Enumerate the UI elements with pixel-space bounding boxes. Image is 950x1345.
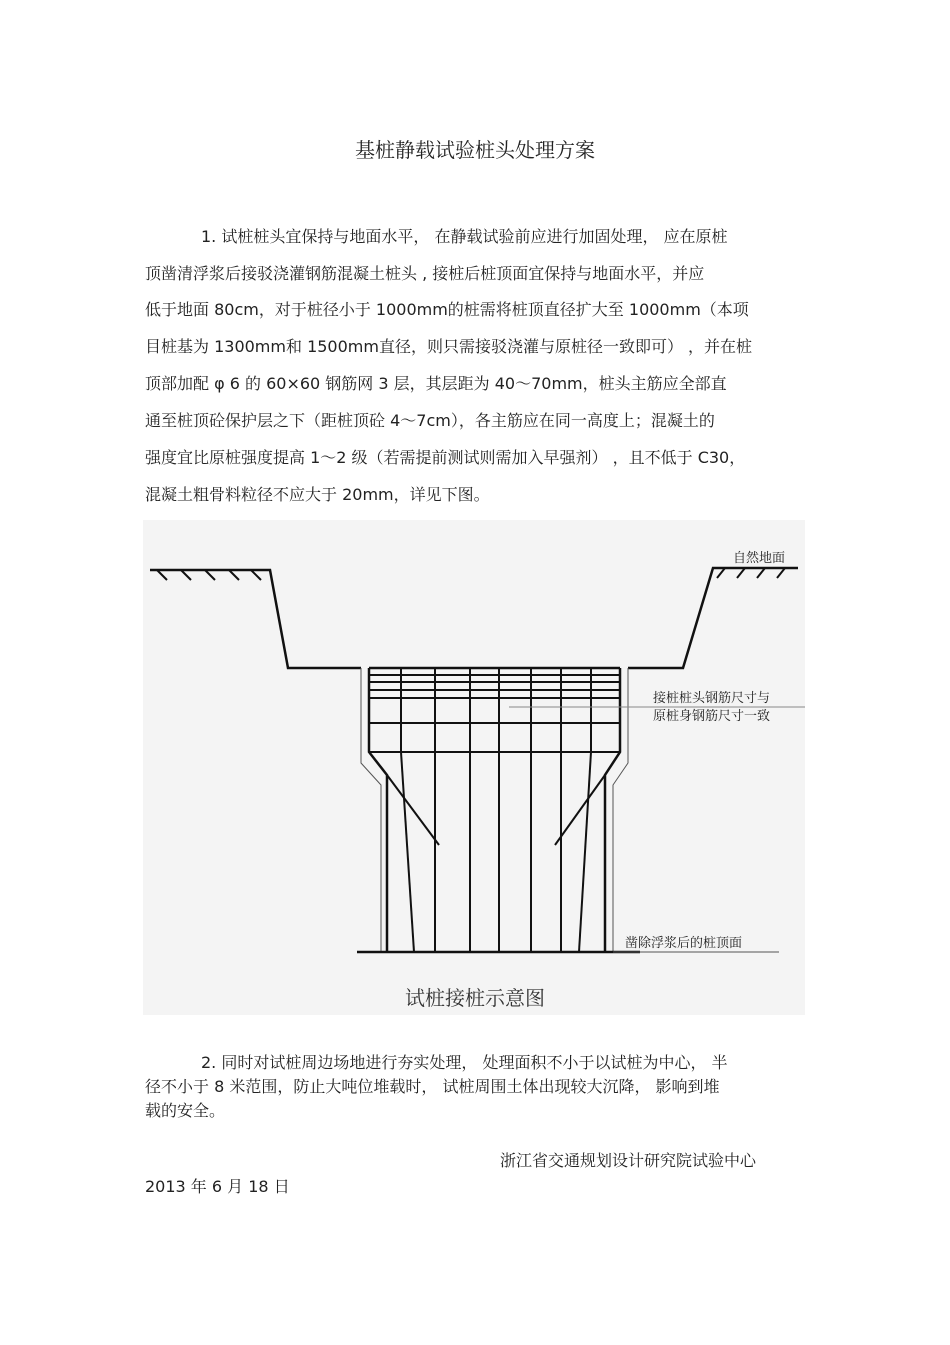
- document-title: 基桩静载试验桩头处理方案: [355, 138, 595, 162]
- paragraph-1-line: 目桩基为 1300mm和 1500mm直径，则只需接驳浇灌与原桩径一致即可） ，并在桩: [145, 337, 753, 356]
- paragraph-1-line: 顶凿清浮浆后接驳浇灌钢筋混凝土桩头 , 接桩后桩顶面宜保持与地面水平，并应: [145, 264, 705, 283]
- paragraph-1-line: 强度宜比原桩强度提高 1～2 级（若需提前测试则需加入早强剂） ，且不低于 C30，: [145, 448, 746, 467]
- organization-signature: 浙江省交通规划设计研究院试验中心: [500, 1151, 757, 1170]
- paragraph-2-line: 径不小于 8 米范围，防止大吨位堆载时， 试桩周围土体出现较大沉降， 影响到堆: [145, 1077, 720, 1096]
- ground-label: 自然地面: [733, 551, 786, 566]
- document-date: 2013 年 6 月 18 日: [145, 1177, 290, 1196]
- paragraph-1-line: 混凝土粗骨料粒径不应大于 20mm，详见下图。: [145, 485, 490, 504]
- rebar-label-line2: 原桩身钢筋尺寸一致: [653, 709, 771, 724]
- paragraph-1: [145, 224, 805, 514]
- paragraph-2-line: 2. 同时对试桩周边场地进行夯实处理， 处理面积不小于以试桩为中心， 半: [201, 1053, 728, 1072]
- paragraph-1-line: 顶部加配 φ 6 的 60×60 钢筋网 3 层，其层距为 40～70mm，桩头主筋应全部直: [145, 374, 727, 393]
- paragraph-2-line: 载的安全。: [145, 1101, 226, 1120]
- pile-top-label: 凿除浮浆后的桩顶面: [625, 936, 743, 951]
- rebar-label-line1: 接桩桩头钢筋尺寸与: [653, 691, 771, 706]
- figure-caption: 试桩接桩示意图: [405, 986, 545, 1010]
- pile-joint-diagram: [143, 520, 805, 1015]
- paragraph-1-line: 低于地面 80cm，对于桩径小于 1000mm的桩需将桩顶直径扩大至 1000mm（本项: [145, 300, 749, 319]
- paragraph-1-line: 1. 试桩桩头宜保持与地面水平， 在静载试验前应进行加固处理， 应在原桩: [201, 227, 728, 246]
- diagram-svg: [143, 520, 805, 1015]
- paragraph-2: [145, 1050, 805, 1130]
- paragraph-1-line: 通至桩顶砼保护层之下（距桩顶砼 4～7cm），各主筋应在同一高度上；混凝土的: [145, 411, 715, 430]
